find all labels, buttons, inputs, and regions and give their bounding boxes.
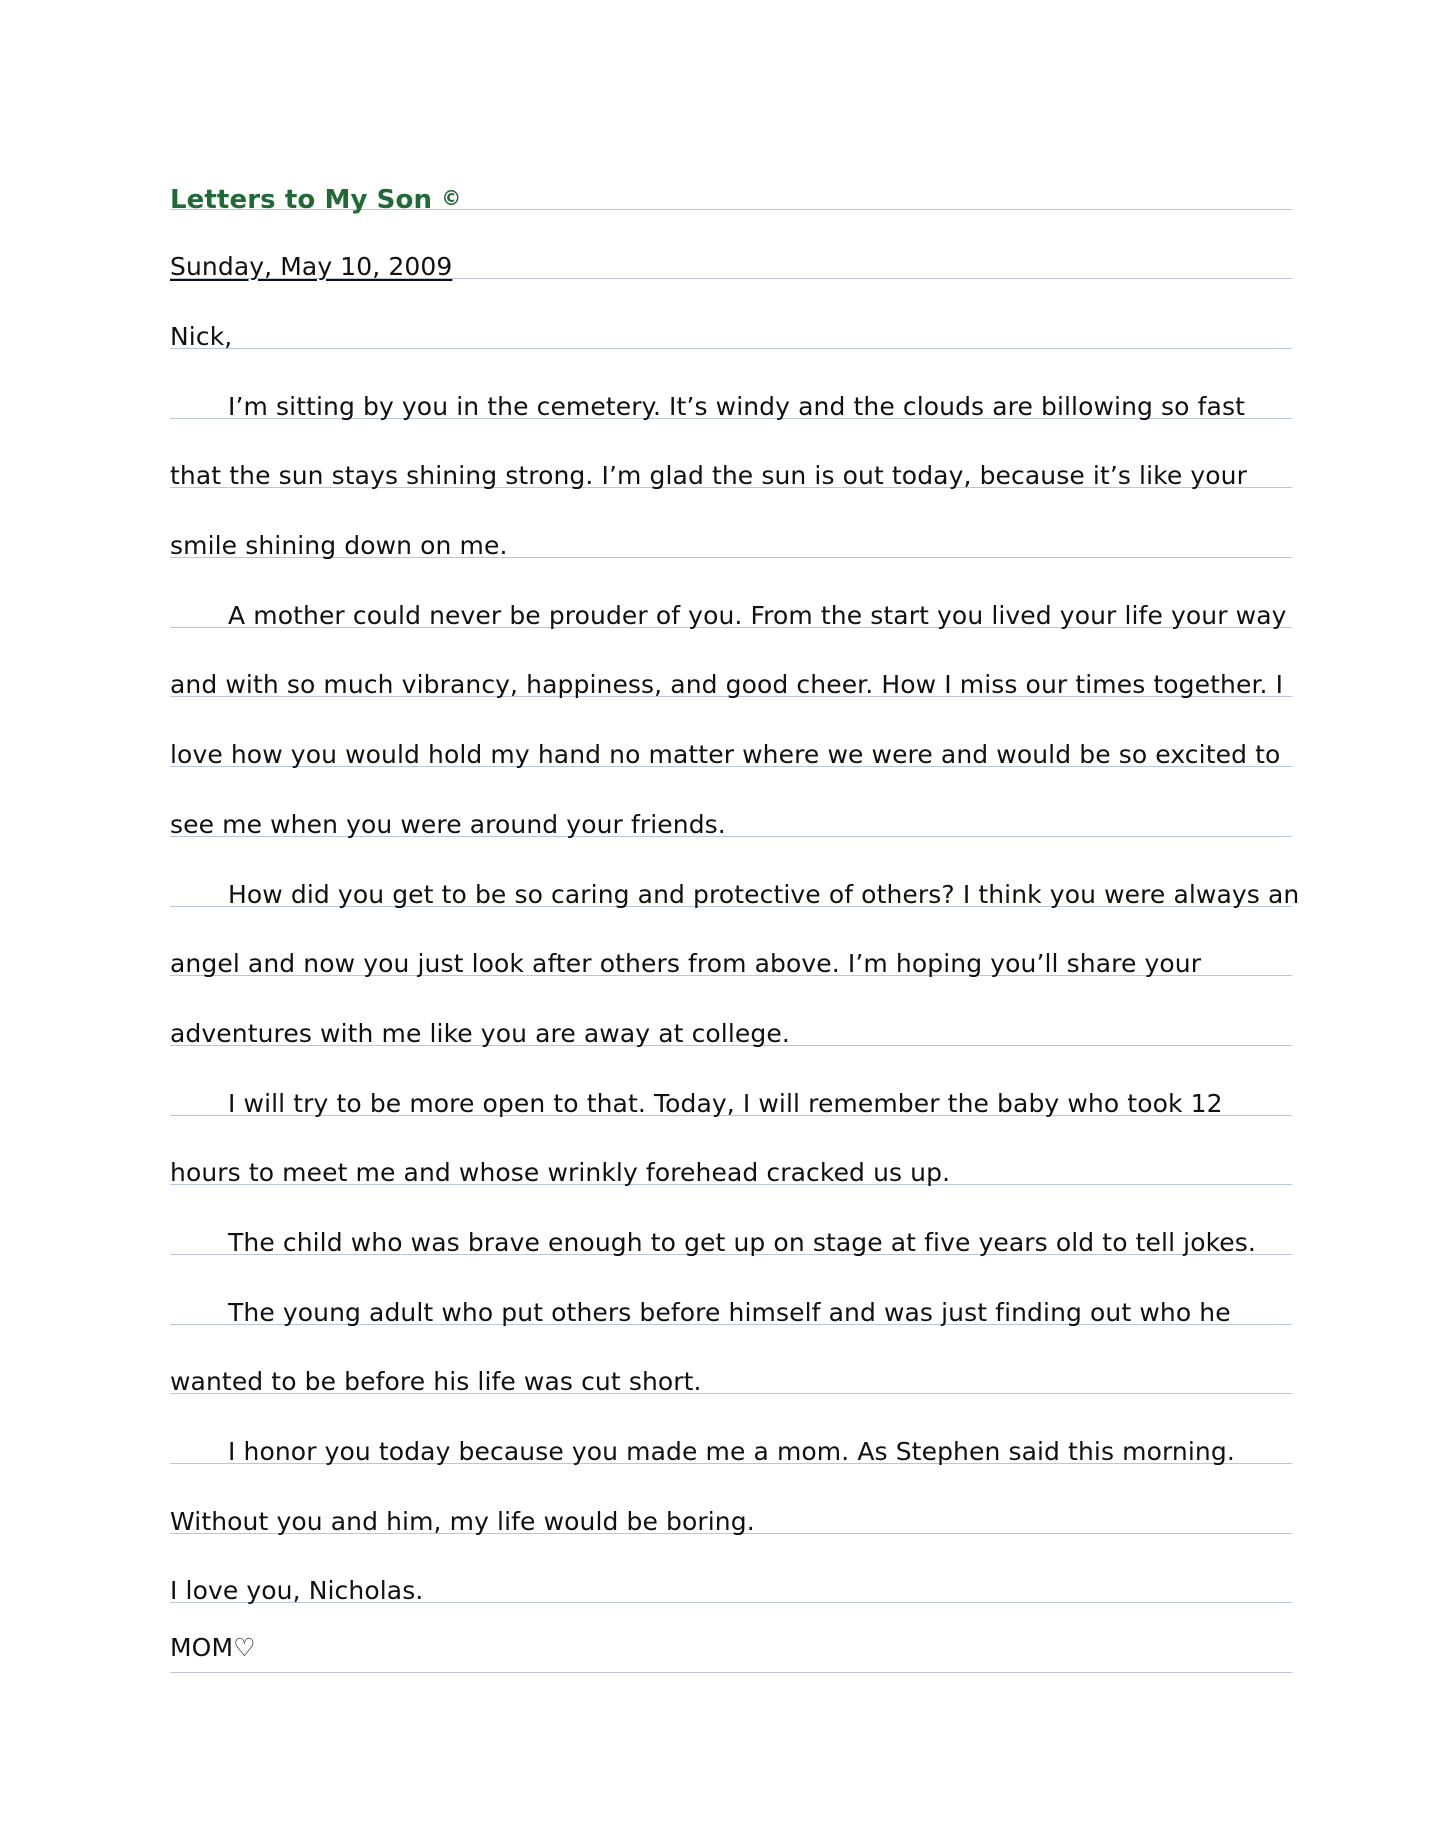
letter-date: Sunday, May 10, 2009 [170,252,453,281]
body-line: hours to meet me and whose wrinkly forehead cracked us up. [170,1158,951,1187]
signature: MOM♡ [170,1633,256,1662]
ruled-line [170,1672,1292,1673]
body-line: adventures with me like you are away at college. [170,1019,790,1048]
body-line: How did you get to be so caring and protective of others? I think you were always an [228,880,1300,909]
closing-line: I love you, Nicholas. [170,1576,424,1605]
body-line: and with so much vibrancy, happiness, and good cheer. How I miss our times together. I [170,670,1284,699]
copyright-mark: © [441,186,462,210]
body-line: Without you and him, my life would be boring. [170,1507,755,1536]
body-line: wanted to be before his life was cut short. [170,1367,702,1396]
body-line: smile shining down on me. [170,531,508,560]
salutation: Nick, [170,322,233,351]
body-line: I will try to be more open to that. Today, I will remember the baby who took 12 [228,1089,1223,1118]
body-line: The child who was brave enough to get up on stage at five years old to tell jokes. [228,1228,1256,1257]
body-line: see me when you were around your friends. [170,810,726,839]
letter-date-line [170,252,1300,282]
body-line: I’m sitting by you in the cemetery. It’s windy and the clouds are billowing so fast [228,392,1245,421]
body-line: I honor you today because you made me a mom. As Stephen said this morning. [228,1437,1235,1466]
body-line: love how you would hold my hand no matter where we were and would be so excited to [170,740,1281,769]
body-line: A mother could never be prouder of you. From the start you lived your life your way [228,601,1287,630]
title-text: Letters to My Son [170,185,433,215]
body-line: The young adult who put others before himself and was just finding out who he [228,1298,1231,1327]
body-line: that the sun stays shining strong. I’m glad the sun is out today, because it’s like your [170,461,1247,490]
letter-title [170,183,1300,215]
body-line: angel and now you just look after others from above. I’m hoping you’ll share your [170,949,1202,978]
